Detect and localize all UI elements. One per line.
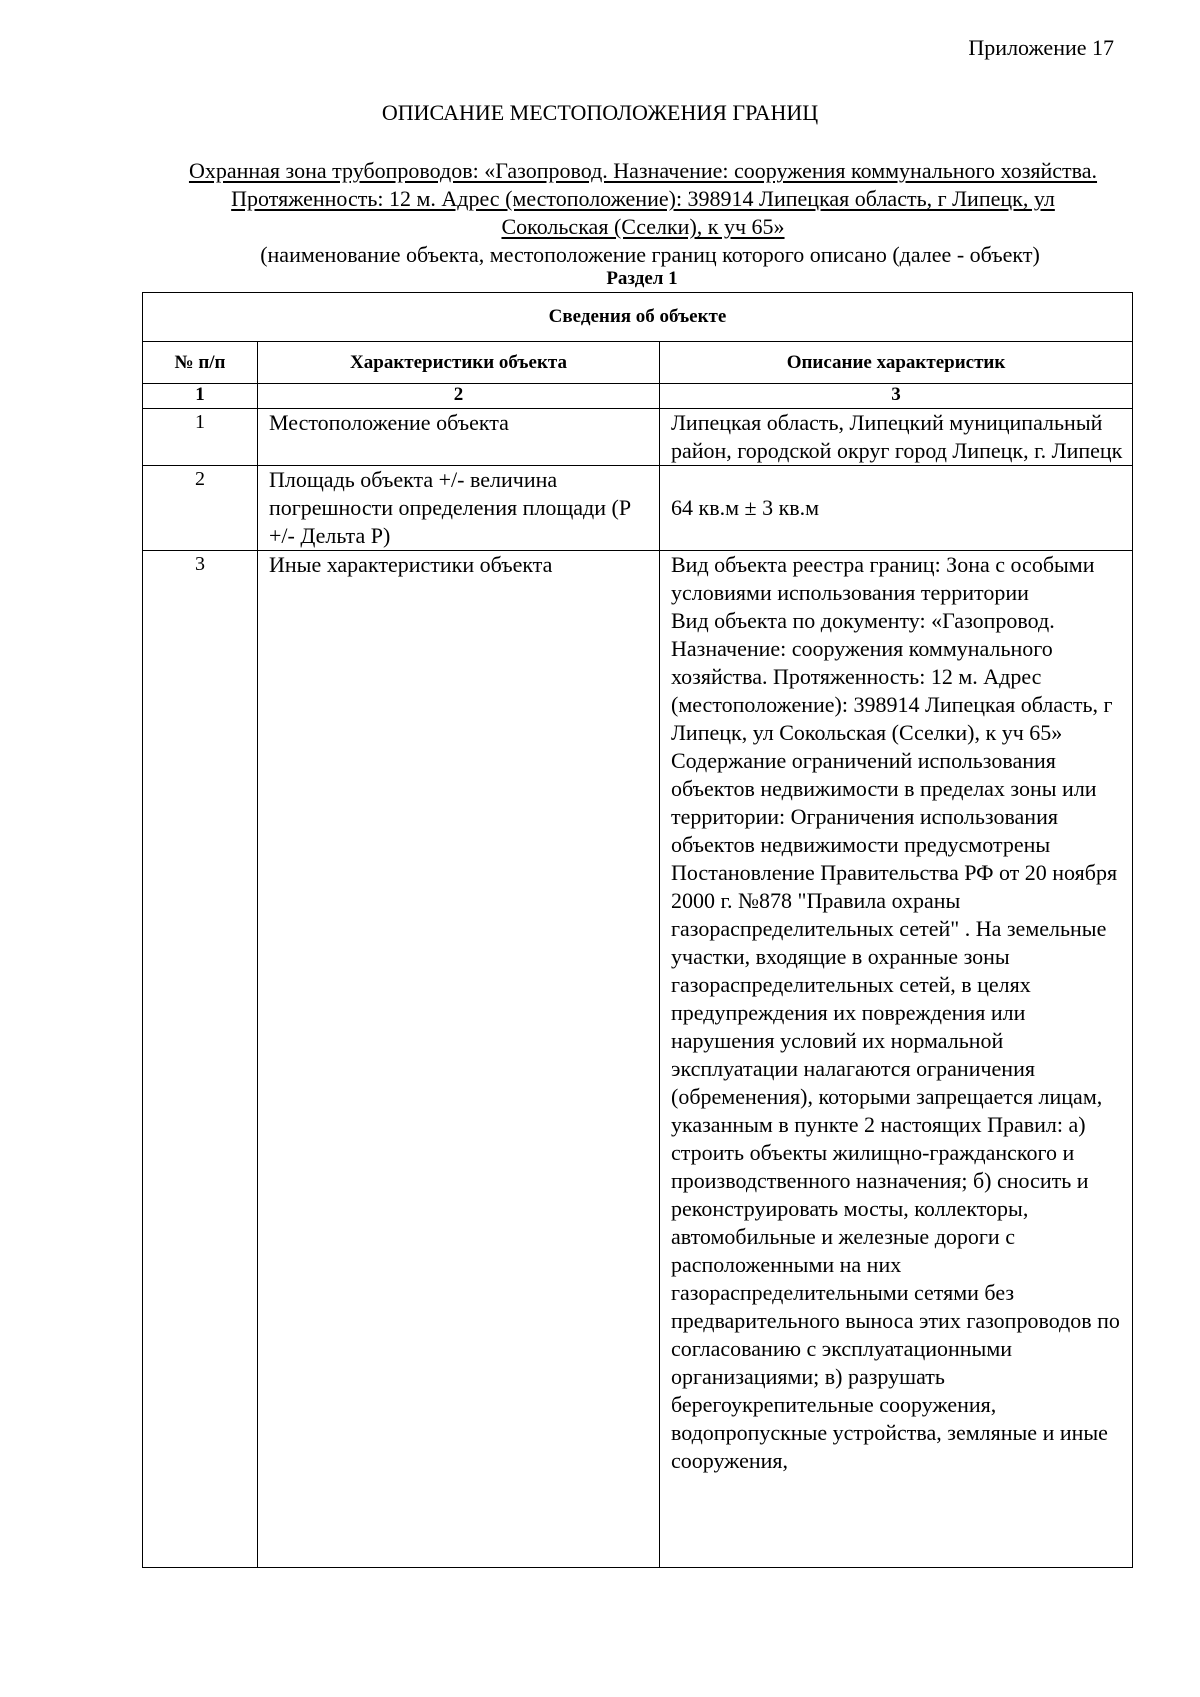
table-row: [143, 551, 1133, 1568]
description-paragraph: Вид объекта реестра границ: Зона с особыми условиями использования территории: [671, 552, 1095, 605]
row-number: 1: [143, 409, 258, 466]
table-title-row: [143, 293, 1133, 342]
object-info-table: [142, 292, 1133, 1568]
section-label: Раздел 1: [606, 268, 678, 289]
table-row: [143, 409, 1133, 466]
column-number-row: [143, 384, 1133, 409]
column-header-number: № п/п: [143, 342, 258, 384]
column-header-description: Описание характеристик: [660, 342, 1133, 384]
description-paragraph: 64 кв.м ± 3 кв.м: [671, 495, 820, 520]
column-number-1: 1: [143, 384, 258, 409]
object-name: Охранная зона трубопроводов: «Газопровод. Назначение: сооружения коммунального хозяйства. Протяженность: 12 м. Адрес (местоположение): 398914 Липецкая область, г Липецк, ул Сокольская (Сселки), к уч 65»: [188, 158, 1098, 239]
column-header-row: [143, 342, 1133, 384]
description-paragraph: Липецкая область, Липецкий муниципальный район, городской округ город Липецк, г. Липецк: [671, 410, 1123, 463]
row-number: 3: [143, 551, 258, 1568]
row-characteristic: Площадь объекта +/- величина погрешности определения площади (Р +/- Дельта Р): [258, 466, 660, 551]
row-description: [660, 551, 1133, 1568]
column-number-3: 3: [660, 384, 1133, 409]
table-row: [143, 466, 1133, 551]
table-title: Сведения об объекте: [143, 293, 1133, 342]
object-name-caption: (наименование объекта, местоположение границ которого описано (далее - объект): [260, 242, 1040, 267]
row-description: [660, 409, 1133, 466]
column-header-characteristic: Характеристики объекта: [258, 342, 660, 384]
document-title: ОПИСАНИЕ МЕСТОПОЛОЖЕНИЯ ГРАНИЦ: [381, 100, 819, 125]
column-number-2: 2: [258, 384, 660, 409]
appendix-number: Приложение 17: [968, 35, 1114, 60]
description-paragraph: Содержание ограничений использования объектов недвижимости в пределах зоны или территории: Ограничения использования объектов недвижимости предусмотрены Постановление Правительства РФ от 20 ноября 2000 г. №878 "Правила охраны газораспределительных сетей" . На земельные участки, входящие в охранные зоны газораспределительных сетей, в целях предупреждения их повреждения или нарушения условий их нормальной эксплуатации налагаются ограничения (обременения), которыми запрещается лицам, указанным в пункте 2 настоящих Правил: а) строить объекты жилищно-гражданского и производственного назначения; б) сносить и реконструировать мосты, коллекторы, автомобильные и железные дороги с расположенными на них газораспределительными сетями без предварительного выноса этих газопроводов по согласованию с эксплуатационными организациями; в) разрушать берегоукрепительные сооружения, водопропускные устройства, земляные и иные сооружения,: [671, 748, 1120, 1473]
row-characteristic: Иные характеристики объекта: [258, 551, 660, 1568]
row-description: [660, 466, 1133, 551]
description-paragraph: Вид объекта по документу: «Газопровод. Назначение: сооружения коммунального хозяйства. Протяженность: 12 м. Адрес (местоположение): 398914 Липецкая область, г Липецк, ул Сокольская (Сселки), к уч 65»: [671, 608, 1113, 745]
row-characteristic: Местоположение объекта: [258, 409, 660, 466]
row-number: 2: [143, 466, 258, 551]
